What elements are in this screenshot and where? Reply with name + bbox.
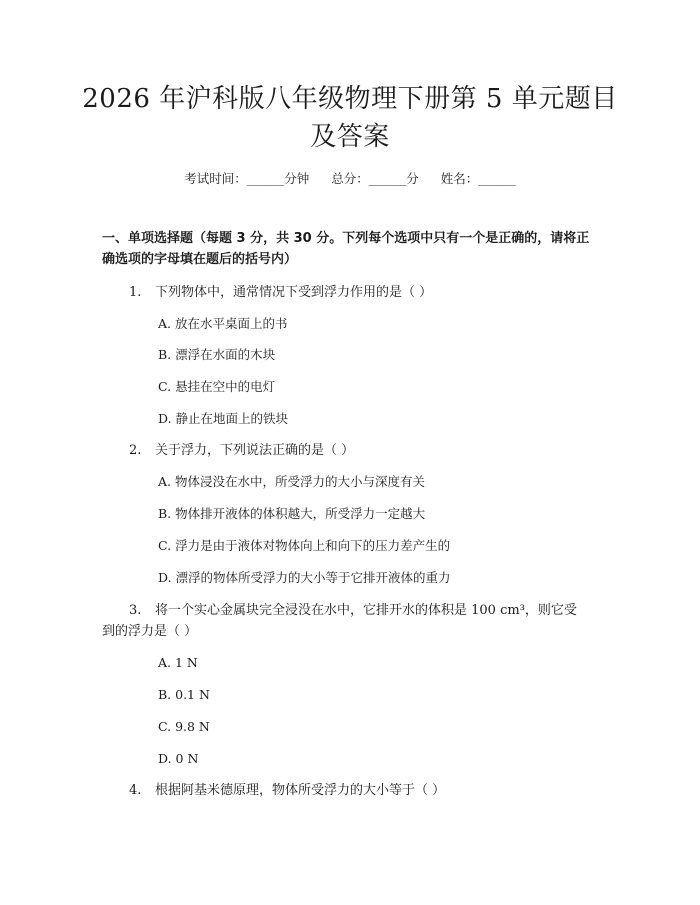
option-1a: A. 放在水平桌面上的书 — [158, 316, 288, 331]
question-text-line2: 到的浮力是（ ） — [102, 624, 198, 639]
question-3 — [102, 600, 602, 621]
option-2d: D. 漂浮的物体所受浮力的大小等于它排开液体的重力 — [158, 570, 451, 585]
option-1b: B. 漂浮在水面的木块 — [158, 347, 276, 362]
exam-time-label: 考试时间：______分钟 — [184, 171, 310, 186]
document-title: 2026 年沪科版八年级物理下册第 5 单元题目及答案 — [82, 84, 618, 152]
question-number: 3. — [129, 603, 142, 618]
option-3b: B. 0.1 N — [158, 687, 210, 702]
option-1c: C. 悬挂在空中的电灯 — [158, 379, 276, 394]
exam-meta — [0, 170, 700, 188]
total-score-label: 总分：______分 — [331, 171, 419, 186]
option-2a: A. 物体浸没在水中，所受浮力的大小与深度有关 — [158, 474, 425, 489]
option-3a: A. 1 N — [158, 655, 198, 670]
question-1 — [102, 282, 602, 303]
option-2b: B. 物体排开液体的体积越大，所受浮力一定越大 — [158, 506, 426, 521]
option-3c: C. 9.8 N — [158, 719, 210, 734]
question-text: 根据阿基米德原理，物体所受浮力的大小等于（ ） — [155, 783, 446, 798]
question-3-continued — [102, 621, 602, 642]
question-2 — [102, 440, 602, 461]
section-heading: 一、单项选择题（每题 3 分，共 30 分。下列每个选项中只有一个是正确的，请将正确选项的字母填在题后的括号内） — [102, 231, 590, 267]
option-3d: D. 0 N — [158, 751, 199, 766]
question-text: 关于浮力，下列说法正确的是（ ） — [155, 443, 355, 458]
question-number: 1. — [129, 285, 142, 300]
question-number: 2. — [129, 443, 142, 458]
option-2c: C. 浮力是由于液体对物体向上和向下的压力差产生的 — [158, 538, 451, 553]
question-number: 4. — [129, 783, 142, 798]
question-text: 下列物体中，通常情况下受到浮力作用的是（ ） — [155, 285, 433, 300]
question-text-line1: 将一个实心金属块完全浸没在水中，它排开水的体积是 100 cm³，则它受 — [155, 603, 577, 618]
student-name-label: 姓名：______ — [440, 171, 516, 186]
option-1d: D. 静止在地面上的铁块 — [158, 411, 289, 426]
question-4 — [102, 780, 602, 801]
